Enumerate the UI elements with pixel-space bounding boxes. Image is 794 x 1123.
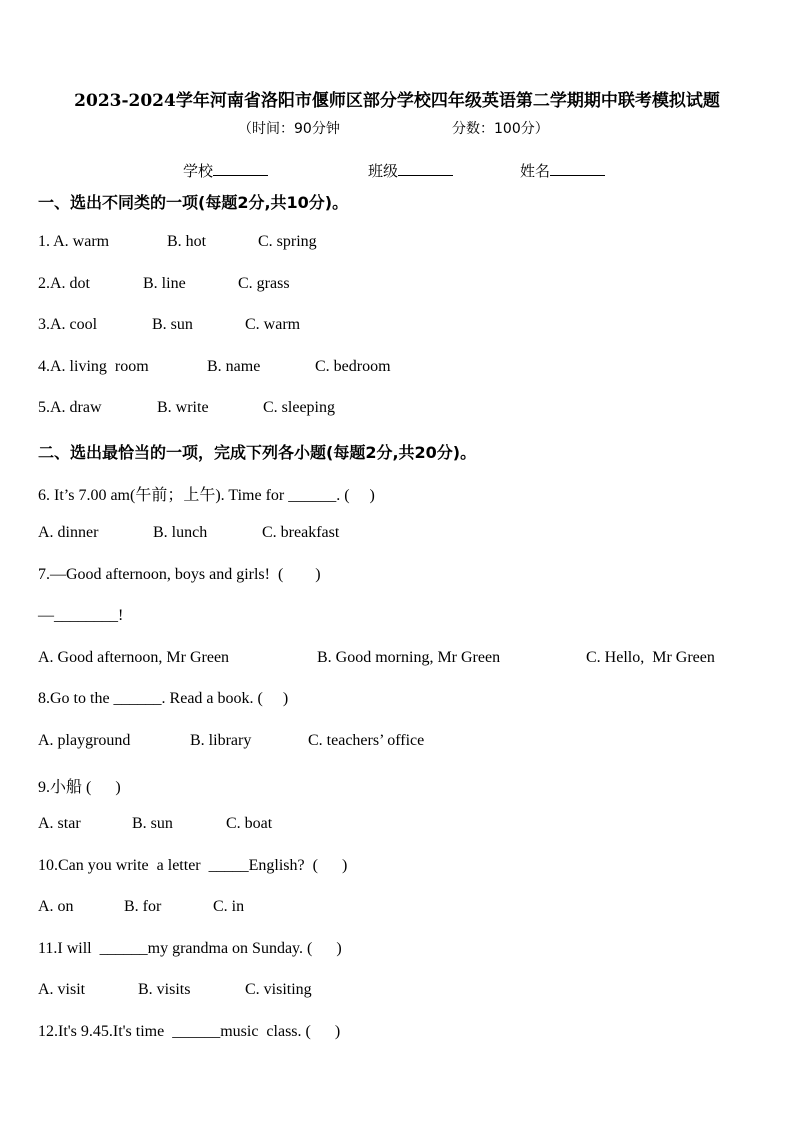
q7-option-c: C. Hello, Mr Green <box>586 649 715 666</box>
q3-option-b: B. sun <box>152 316 193 333</box>
q9-stem: 9.小船 ( ) <box>38 779 121 796</box>
q7-option-a: A. Good afternoon, Mr Green <box>38 649 230 666</box>
section-one-heading: 一、选出不同类的一项(每题2分,共10分)。 <box>38 193 349 212</box>
q9-option-c: C. boat <box>226 815 273 832</box>
q2-option-b: B. line <box>143 275 186 292</box>
q8-option-b: B. library <box>190 732 252 749</box>
exam-score: 分数：100分） <box>452 121 549 137</box>
q10-option-c: C. in <box>213 898 245 915</box>
q10-option-a: A. on <box>38 898 74 915</box>
section-two-heading: 二、选出最恰当的一项，完成下列各小题(每题2分,共20分)。 <box>38 443 477 462</box>
q9-option-a: A. star <box>38 815 81 832</box>
name-field <box>520 160 605 181</box>
class-field <box>368 160 453 181</box>
q11-stem: 11.I will ______my grandma on Sunday. ( ) <box>38 940 342 957</box>
q5-option-c: C. sleeping <box>263 399 335 416</box>
q5-option-a: 5.A. draw <box>38 399 102 416</box>
name-blank <box>550 161 605 176</box>
q4-option-b: B. name <box>207 358 261 375</box>
q11-option-b: B. visits <box>138 981 191 998</box>
q7-option-b: B. Good morning, Mr Green <box>317 649 501 666</box>
q2-option-a: 2.A. dot <box>38 275 90 292</box>
school-label: 学校 <box>183 162 214 180</box>
q1-option-c: C. spring <box>258 233 317 250</box>
q4-option-c: C. bedroom <box>315 358 391 375</box>
q8-stem: 8.Go to the ______. Read a book. ( ) <box>38 690 289 707</box>
exam-time: （时间：90分钟 <box>238 121 340 137</box>
q2-option-c: C. grass <box>238 275 290 292</box>
q4-option-a: 4.A. living room <box>38 358 149 375</box>
q6-option-b: B. lunch <box>153 524 208 541</box>
q3-option-c: C. warm <box>245 316 301 333</box>
exam-title: 2023-2024学年河南省洛阳市偃师区部分学校四年级英语第二学期期中联考模拟试题 <box>74 91 720 111</box>
q11-option-a: A. visit <box>38 981 86 998</box>
q8-option-a: A. playground <box>38 732 131 749</box>
school-blank <box>213 161 268 176</box>
q6-stem: 6. It’s 7.00 am(午前；上午). Time for ______. ( ) <box>38 487 375 504</box>
name-label: 姓名 <box>520 162 551 180</box>
class-label: 班级 <box>368 162 399 180</box>
class-blank <box>398 161 453 176</box>
q3-option-a: 3.A. cool <box>38 316 98 333</box>
q10-option-b: B. for <box>124 898 162 915</box>
q6-option-a: A. dinner <box>38 524 99 541</box>
school-field <box>183 160 268 181</box>
q8-option-c: C. teachers’ office <box>308 732 425 749</box>
q7-reply: —________! <box>38 607 124 624</box>
q10-stem: 10.Can you write a letter _____English? ( ) <box>38 857 348 874</box>
q1-option-b: B. hot <box>167 233 207 250</box>
q11-option-c: C. visiting <box>245 981 312 998</box>
q5-option-b: B. write <box>157 399 209 416</box>
q9-option-b: B. sun <box>132 815 173 832</box>
q1-option-a: 1. A. warm <box>38 233 110 250</box>
q7-stem: 7.—Good afternoon, boys and girls! ( ) <box>38 566 321 583</box>
q6-option-c: C. breakfast <box>262 524 340 541</box>
q12-stem: 12.It's 9.45.It's time ______music class. ( ) <box>38 1023 341 1040</box>
